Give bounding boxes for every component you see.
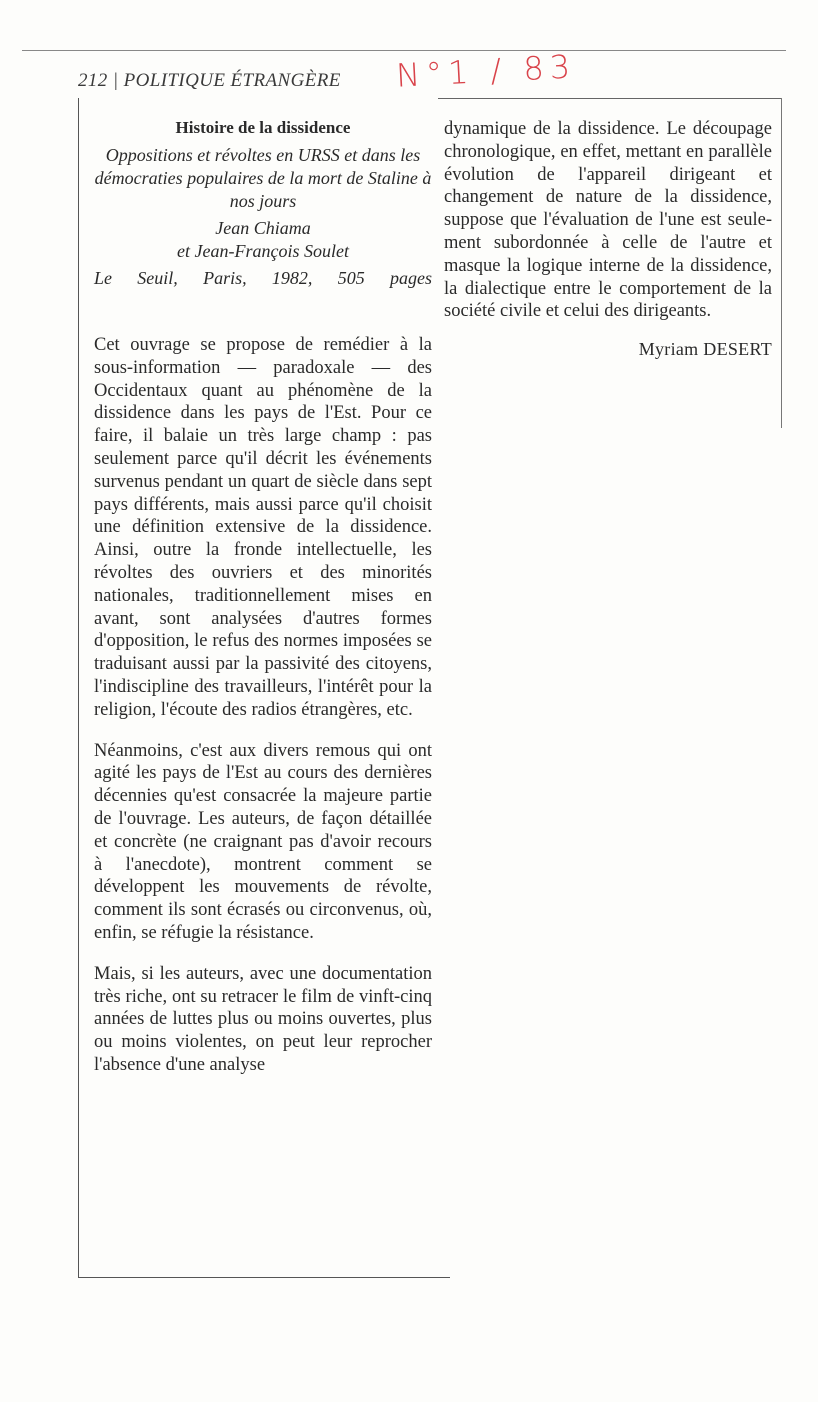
book-author-2: et Jean-François Soulet (177, 241, 349, 261)
book-author-1: Jean Chiama (215, 218, 311, 238)
top-rule (22, 50, 786, 51)
review-paragraph-1: Cet ouvrage se propose de remédier à la sous-information — paradoxale — des Occidentaux quant au phénomène de la dissidence dans les pays de l'Est. Pour ce faire, il balaie un très large champ : pas seulement parce qu'il décrit les événements survenus pendant un quart de siècle dans sept pays différents, mais aussi parce qu'il choisit une définition extensive de la dissidence. Ainsi, outre la fronde intellectuelle, les révoltes des ouvriers et des minorités nationales, traditionnellement mises en avant, sont analysées d'autres formes d'opposition, le refus des normes imposées se traduisant aussi par la passivité des citoyens, l'indiscipline des travailleurs, l'intérêt pour la religion, l'écoute des radios étrangères, etc. (94, 335, 432, 720)
book-publisher: Le Seuil, Paris, 1982, 505 pages (94, 268, 432, 288)
clipping-border-bottom (78, 1277, 450, 1278)
clipping-border-top-right (438, 98, 782, 99)
review-paragraph-2: Néanmoins, c'est aux divers remous qui ont agité les pays de l'Est au cours des dernières décennies qu'est consacrée la majeure partie de l'ouvrage. Les auteurs, de façon détaillée et concrète (ne craignant pas d'avoir recours à l'anecdote), montrent comment se développent les mouvements de révolte, comment ils sont écrasés ou circonvenus, où, enfin, se réfugie la résistance. (94, 740, 432, 943)
right-column (444, 118, 772, 360)
handwritten-issue-note: N°1 / 83 (395, 47, 578, 95)
review-title: Histoire de la dissidence (175, 118, 351, 137)
clipping-border-left (78, 98, 79, 1278)
review-paragraph-3-continued: dynamique de la dissidence. Le découpage chronologique, en effet, mettant en parallèle évolution de l'appareil dirigeant et changement de nature de la dissidence, suppose que l'évaluation de l'une est seulement subordonnée à celle de l'autre et masque la logique interne de la dissidence, la dialectique entre le comportement de la société civile et celui des dirigeants. (444, 119, 772, 322)
running-head: 212 | POLITIQUE ÉTRANGÈRE (78, 70, 341, 91)
clipping-border-right (781, 98, 782, 428)
book-subtitle: Oppositions et révoltes en URSS et dans les démocraties populaires de la mort de Staline à nos jours (94, 145, 432, 211)
reviewer-signature: Myriam DESERT (638, 339, 772, 360)
review-paragraph-3-start: Mais, si les auteurs, avec une documentation très riche, ont su retracer le film de vinft-cinq années de luttes plus ou moins ouvertes, plus ou moins violentes, on peut leur reprocher l'absence d'une analyse (94, 963, 432, 1075)
left-column (94, 118, 432, 1077)
